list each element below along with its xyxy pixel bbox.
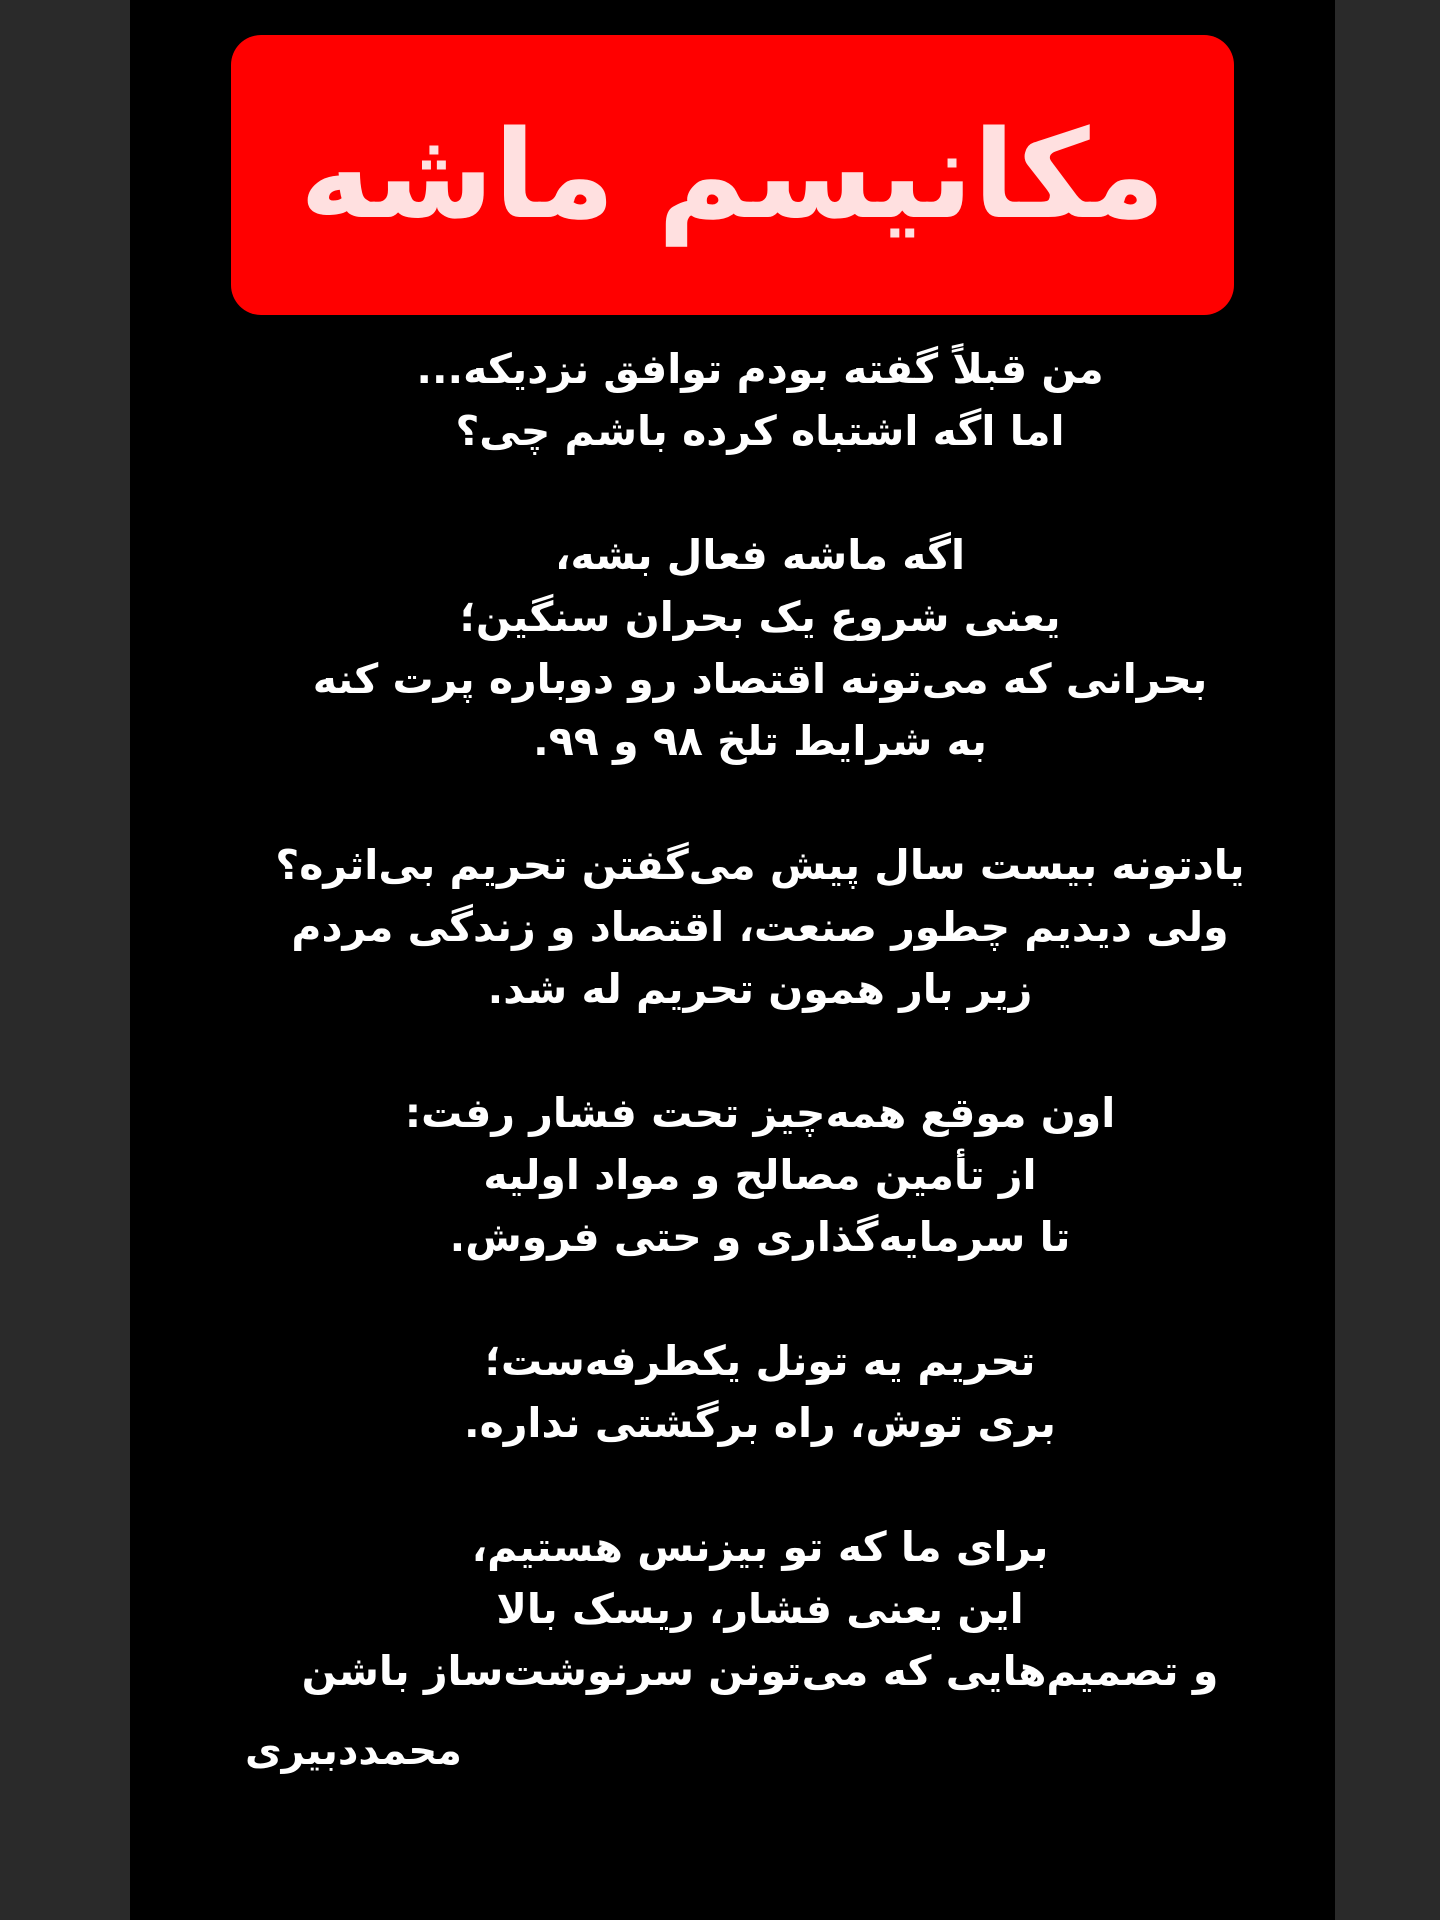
author-signature: محمددبیری xyxy=(245,1728,462,1774)
text-line: برای ما که تو بیزنس هستیم، xyxy=(471,1523,1049,1571)
story-body xyxy=(230,338,1290,1702)
text-line: تحریم یه تونل یکطرفه‌ست؛ xyxy=(484,1337,1036,1385)
paragraph-gap xyxy=(230,1454,1290,1516)
text-line: تا سرمایه‌گذاری و حتی فروش. xyxy=(449,1213,1071,1261)
story-frame xyxy=(130,0,1335,1920)
text-line: و تصمیم‌هایی که می‌تونن سرنوشت‌ساز باشن xyxy=(301,1647,1219,1695)
text-line: این یعنی فشار، ریسک بالا xyxy=(496,1585,1024,1633)
text-line: اگه ماشه فعال بشه، xyxy=(554,531,966,579)
paragraph-gap xyxy=(230,1268,1290,1330)
paragraph-gap xyxy=(230,462,1290,524)
paragraph-gap xyxy=(230,1020,1290,1082)
title-banner xyxy=(231,35,1234,315)
title-text: مکانیسم ماشه xyxy=(299,104,1166,246)
text-line: یادتونه بیست سال پیش می‌گفتن تحریم بی‌اثره؟ xyxy=(275,841,1245,889)
paragraph-gap xyxy=(230,772,1290,834)
text-line: ولی دیدیم چطور صنعت، اقتصاد و زندگی مردم xyxy=(291,903,1229,951)
text-line: اما اگه اشتباه کرده باشم چی؟ xyxy=(455,407,1065,455)
text-line: بحرانی که می‌تونه اقتصاد رو دوباره پرت کنه xyxy=(312,655,1208,703)
text-line: یعنی شروع یک بحران سنگین؛ xyxy=(459,593,1061,641)
text-line: اون موقع همه‌چیز تحت فشار رفت: xyxy=(404,1089,1116,1137)
text-line: من قبلاً گفته بودم توافق نزدیکه... xyxy=(416,345,1104,393)
text-line: به شرایط تلخ ۹۸ و ۹۹. xyxy=(533,717,987,765)
text-line: بری توش، راه برگشتی نداره. xyxy=(464,1399,1056,1447)
text-line: از تأمین مصالح و مواد اولیه xyxy=(483,1151,1037,1199)
text-line: زیر بار همون تحریم له شد. xyxy=(487,965,1033,1013)
